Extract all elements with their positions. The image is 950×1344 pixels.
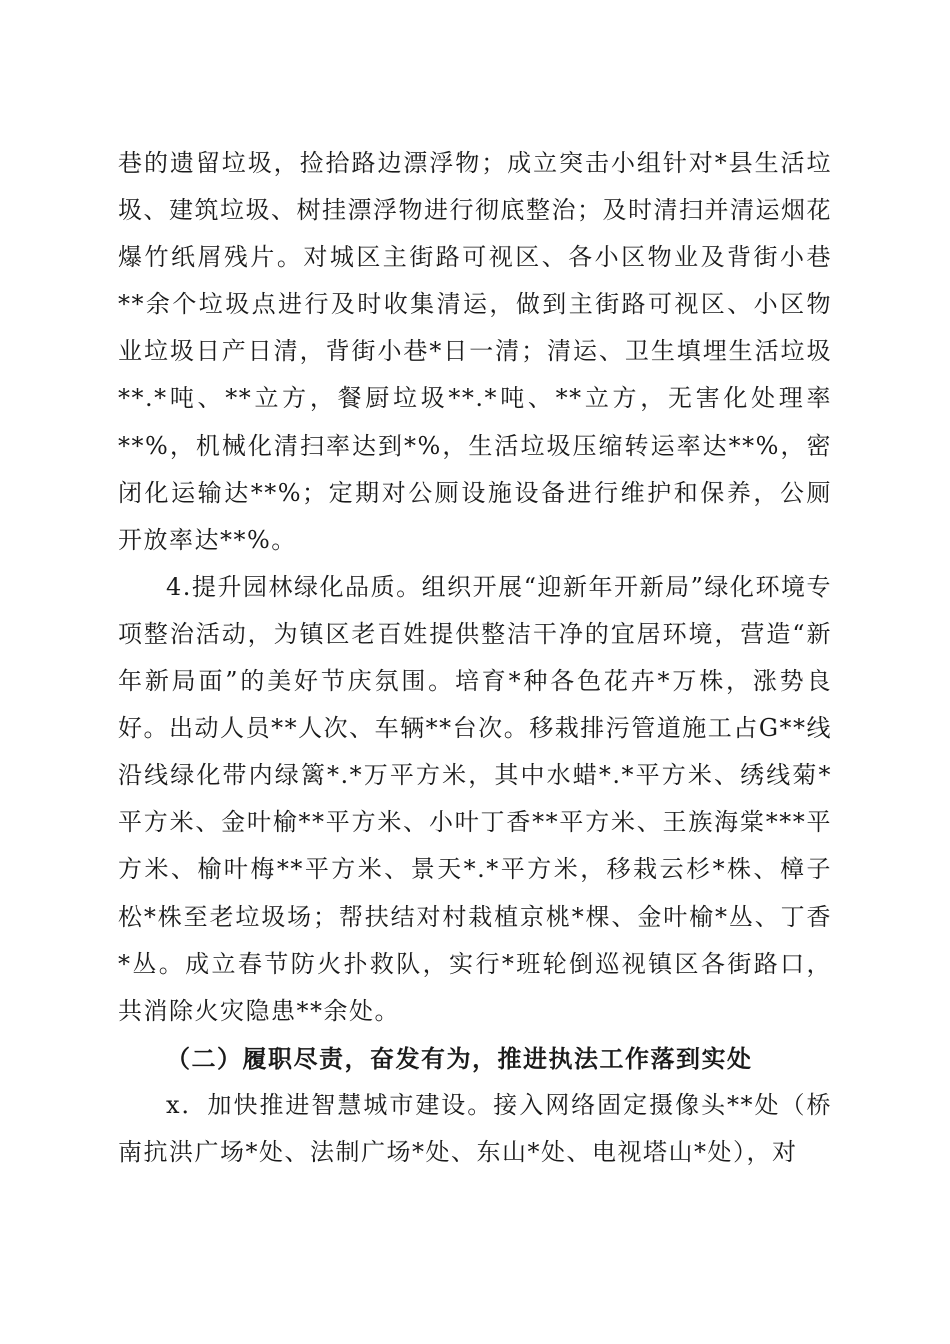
paragraph-smart-city: x．加快推进智慧城市建设。接入网络固定摄像头**处（桥南抗洪广场*处、法制广场*处、东山*处、电视塔山*处），对 bbox=[118, 1090, 832, 1166]
paragraph-greening: 4.提升园林绿化品质。组织开展“迎新年开新局”绿化环境专项整治活动，为镇区老百姓提供整洁干净的宜居环境，营造“新年新局面”的美好节庆氛围。培育*种各色花卉*万株，涨势良好。出动人员**人次、车辆**台次。移栽排污管道施工占G**线沿线绿化带内绿篱*.*万平方米，其中水蜡*.*平方米、绣线菊*平方米、金叶榆**平方米、小叶丁香**平方米、王族海棠***平方米、榆叶梅**平方米、景天*.*平方米，移栽云杉*株、樟子松*株至老垃圾场；帮扶结对村栽植京桃*棵、金叶榆*丛、丁香*丛。成立春节防火扑救队，实行*班轮倒巡视镇区各街路口，共消除火灾隐患**余处。 bbox=[118, 572, 832, 1025]
document-body bbox=[118, 140, 832, 1176]
section-subheading: （二）履职尽责，奋发有为，推进执法工作落到实处 bbox=[166, 1043, 753, 1073]
paragraph-sanitation: 巷的遗留垃圾，捡拾路边漂浮物；成立突击小组针对*县生活垃圾、建筑垃圾、树挂漂浮物进行彻底整治；及时清扫并清运烟花爆竹纸屑残片。对城区主街路可视区、各小区物业及背街小巷**余个垃圾点进行及时收集清运，做到主街路可视区、小区物业垃圾日产日清，背街小巷*日一清；清运、卫生填埋生活垃圾**.*吨、**立方，餐厨垃圾**.*吨、**立方，无害化处理率**%，机械化清扫率达到*%，生活垃圾压缩转运率达**%，密闭化运输达**%；定期对公厕设施设备进行维护和保养，公厕开放率达**%。 bbox=[118, 149, 832, 554]
